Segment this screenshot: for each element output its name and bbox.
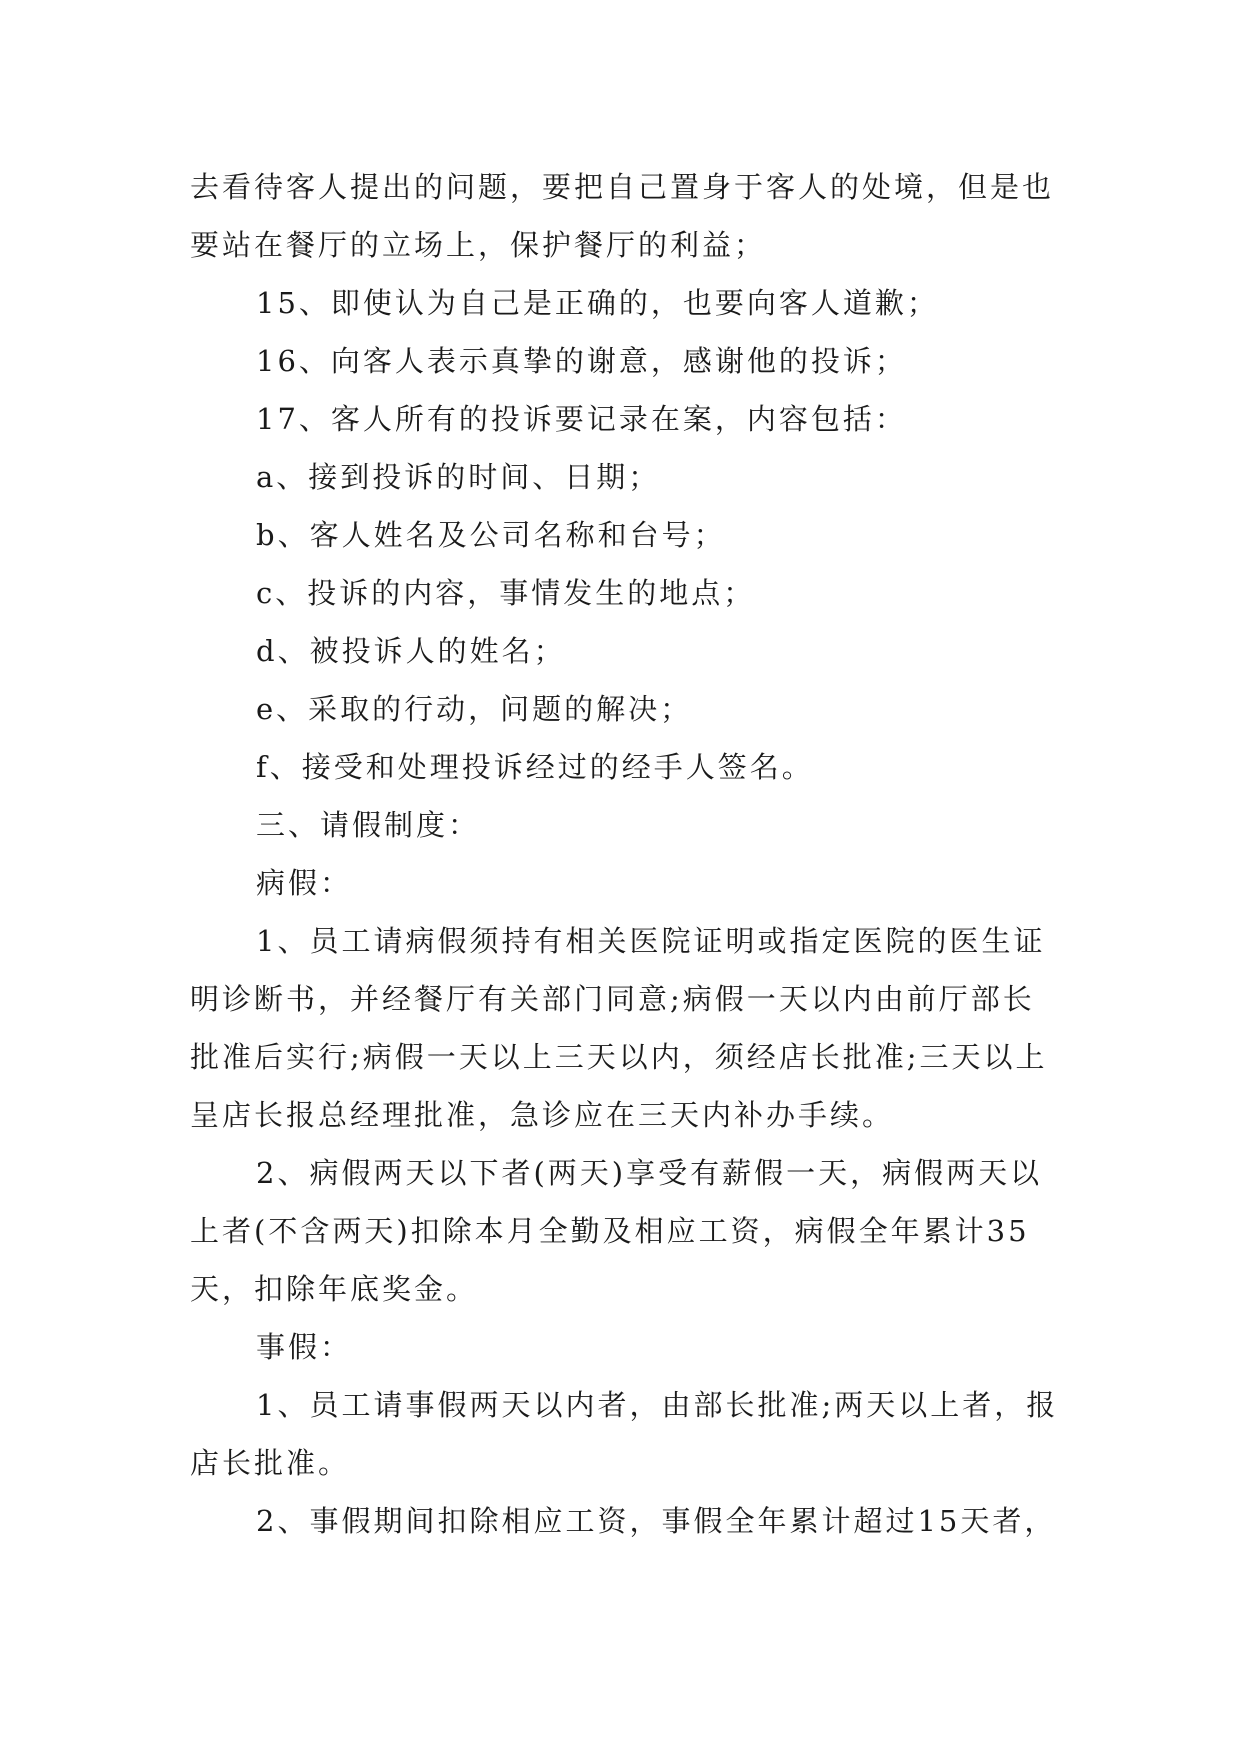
- subheading-sick-leave: 病假：: [256, 866, 353, 900]
- list-item-17: 17、客人所有的投诉要记录在案，内容包括：: [256, 402, 907, 436]
- section-heading-leave-policy: 三、请假制度：: [256, 808, 481, 842]
- paragraph-complaint-attitude: 去看待客人提出的问题，要把自己置身于客人的处境，但是也要站在餐厅的立场上，保护餐厅的利益；: [190, 170, 1055, 262]
- list-item-c: c、投诉的内容，事情发生的地点；: [256, 576, 756, 610]
- paragraph-personal-leave-1: 1、员工请事假两天以内者，由部长批准;两天以上者，报店长批准。: [190, 1388, 1059, 1480]
- list-item-a: a、接到投诉的时间、日期；: [256, 460, 661, 494]
- list-item-f: f、接受和处理投诉经过的经手人签名。: [256, 750, 814, 784]
- paragraph-personal-leave-2: 2、事假期间扣除相应工资，事假全年累计超过15天者，: [256, 1504, 1057, 1538]
- list-item-e: e、采取的行动，问题的解决；: [256, 692, 693, 726]
- paragraph-sick-leave-1: 1、员工请病假须持有相关医院证明或指定医院的医生证明诊断书，并经餐厅有关部门同意;病假一天以内由前厅部长批准后实行;病假一天以上三天以内，须经店长批准;三天以上呈店长报总经理批准，急诊应在三天内补办手续。: [190, 924, 1048, 1132]
- paragraph-sick-leave-2: 2、病假两天以下者(两天)享受有薪假一天，病假两天以上者(不含两天)扣除本月全勤及相应工资，病假全年累计35天，扣除年底奖金。: [190, 1156, 1043, 1306]
- list-item-15: 15、即使认为自己是正确的，也要向客人道歉；: [256, 286, 939, 320]
- list-item-16: 16、向客人表示真挚的谢意，感谢他的投诉；: [256, 344, 907, 378]
- list-item-d: d、被投诉人的姓名；: [256, 634, 566, 668]
- list-item-b: b、客人姓名及公司名称和台号；: [256, 518, 726, 552]
- document-body: [190, 158, 1060, 1550]
- subheading-personal-leave: 事假：: [256, 1330, 353, 1364]
